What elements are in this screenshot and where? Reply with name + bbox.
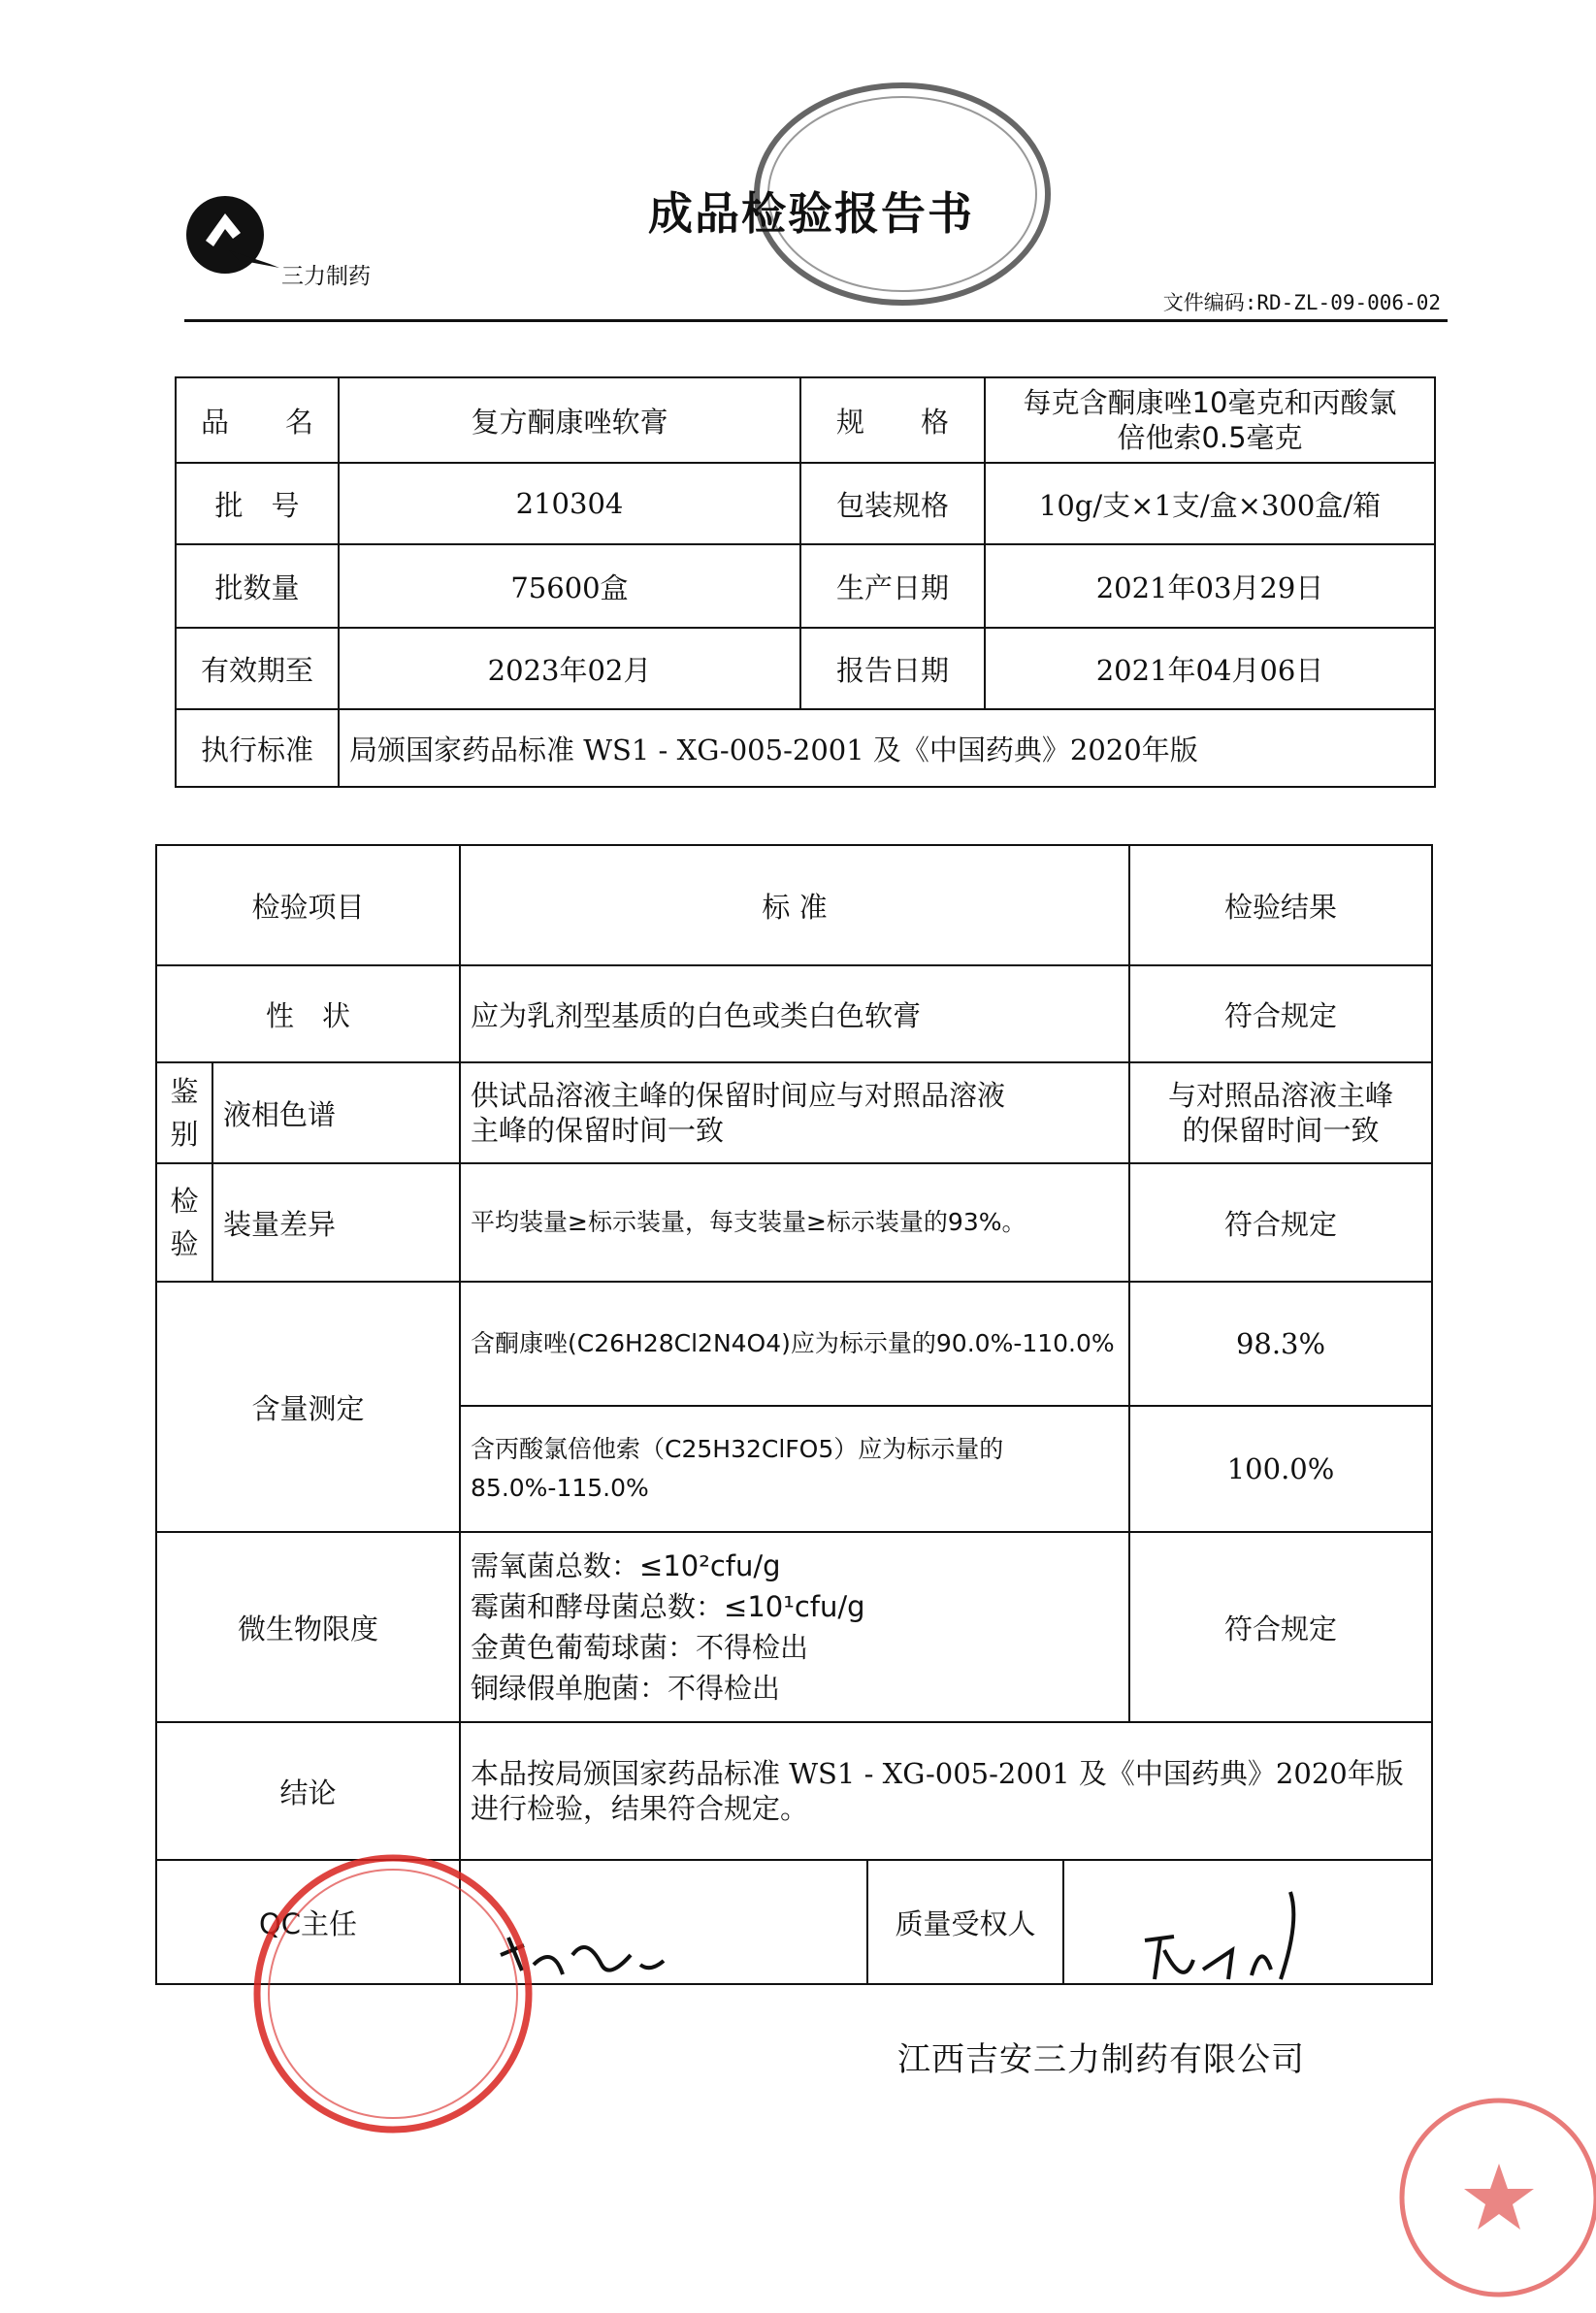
batch-number: 210304 [339,463,800,544]
test-char-2: 验 [170,1227,199,1260]
assay-label: 含量测定 [156,1282,460,1532]
product-name-label: 品 名 [176,377,339,463]
product-name: 复方酮康唑软膏 [339,377,800,463]
standard-value: 局颁国家药品标准 WS1 - XG-005-2001 及《中国药典》2020年版 [339,709,1435,787]
quantity-label: 批数量 [176,544,339,628]
qa-label: 质量受权人 [868,1861,1064,1983]
ident-char-1: 鉴 [170,1075,199,1108]
report-date: 2021年04月06日 [985,628,1435,709]
spec-value [985,377,1435,463]
package-value: 10g/支×1支/盒×300盒/箱 [985,463,1435,544]
conclusion-line-2: 进行检验，结果符合规定。 [471,1792,809,1825]
page-title: 成品检验报告书 [648,187,974,240]
expiry-label: 有效期至 [176,628,339,709]
spec-line-1: 每克含酮康唑10毫克和丙酸氯 [1023,386,1397,419]
spec-label: 规 格 [800,377,985,463]
appearance-label: 性 状 [156,965,460,1062]
micro-standard [460,1532,1129,1722]
hplc-standard-line-1: 供试品溶液主峰的保留时间应与对照品溶液 [471,1079,1006,1112]
header-divider [184,319,1448,322]
quantity-value: 75600盒 [339,544,800,628]
standard-label: 执行标准 [176,709,339,787]
test-group [156,1163,212,1282]
micro-label: 微生物限度 [156,1532,460,1722]
identification-group [156,1062,212,1163]
micro-line-3: 金黄色葡萄球菌：不得检出 [471,1631,809,1664]
package-label: 包装规格 [800,463,985,544]
qa-signature [1135,1882,1329,2003]
hplc-standard [460,1062,1129,1163]
document-number: 文件编码:RD-ZL-09-006-02 [1162,291,1441,314]
batch-label: 批 号 [176,463,339,544]
micro-line-4: 铜绿假单胞菌：不得检出 [471,1672,781,1705]
hplc-result-line-2: 的保留时间一致 [1182,1114,1380,1147]
test-results-table [155,844,1433,1985]
fill-result: 符合规定 [1129,1163,1432,1282]
assay2-standard-line-2: 85.0%-115.0% [471,1474,649,1502]
product-info-table [175,376,1436,788]
spec-line-2: 倍他索0.5毫克 [1117,421,1303,454]
hplc-label: 液相色谱 [212,1062,460,1163]
hplc-standard-line-2: 主峰的保留时间一致 [471,1114,725,1147]
quality-stamp [247,1848,538,2139]
production-date: 2021年03月29日 [985,544,1435,628]
ident-char-2: 别 [170,1118,199,1151]
appearance-standard: 应为乳剂型基质的白色或类白色软膏 [460,965,1129,1062]
micro-line-2: 霉菌和酵母菌总数：≤10¹cfu/g [471,1590,865,1623]
hplc-result-line-1: 与对照品溶液主峰 [1168,1079,1394,1112]
conclusion-line-1: 本品按局颁国家药品标准 WS1 - XG-005-2001 及《中国药典》2020年版 [471,1757,1404,1790]
report-date-label: 报告日期 [800,628,985,709]
micro-line-1: 需氧菌总数：≤10²cfu/g [471,1549,781,1582]
test-char-1: 检 [170,1185,199,1218]
assay1-result: 98.3% [1129,1282,1432,1406]
header-standard: 标 准 [460,845,1129,965]
qc-label: QC主任 [156,1860,460,1984]
fill-label: 装量差异 [212,1163,460,1282]
header-item: 检验项目 [156,845,460,965]
assay1-standard: 含酮康唑(C26H28Cl2N4O4)应为标示量的90.0%-110.0% [460,1282,1129,1406]
expiry-value: 2023年02月 [339,628,800,709]
logo-name: 三力制药 [281,264,371,289]
micro-result: 符合规定 [1129,1532,1432,1722]
fill-standard: 平均装量≥标示装量，每支装量≥标示装量的93%。 [460,1163,1129,1282]
conclusion-label: 结论 [156,1722,460,1860]
production-date-label: 生产日期 [800,544,985,628]
assay2-standard [460,1406,1129,1532]
assay2-result: 100.0% [1129,1406,1432,1532]
conclusion-text [460,1722,1432,1860]
hplc-result [1129,1062,1432,1163]
corner-stamp [1387,2086,1596,2309]
appearance-result: 符合规定 [1129,965,1432,1062]
footer-company: 江西吉安三力制药有限公司 [897,2040,1305,2079]
assay2-standard-line-1: 含丙酸氯倍他索（C25H32ClFO5）应为标示量的 [471,1435,1004,1463]
header-result: 检验结果 [1129,845,1432,965]
